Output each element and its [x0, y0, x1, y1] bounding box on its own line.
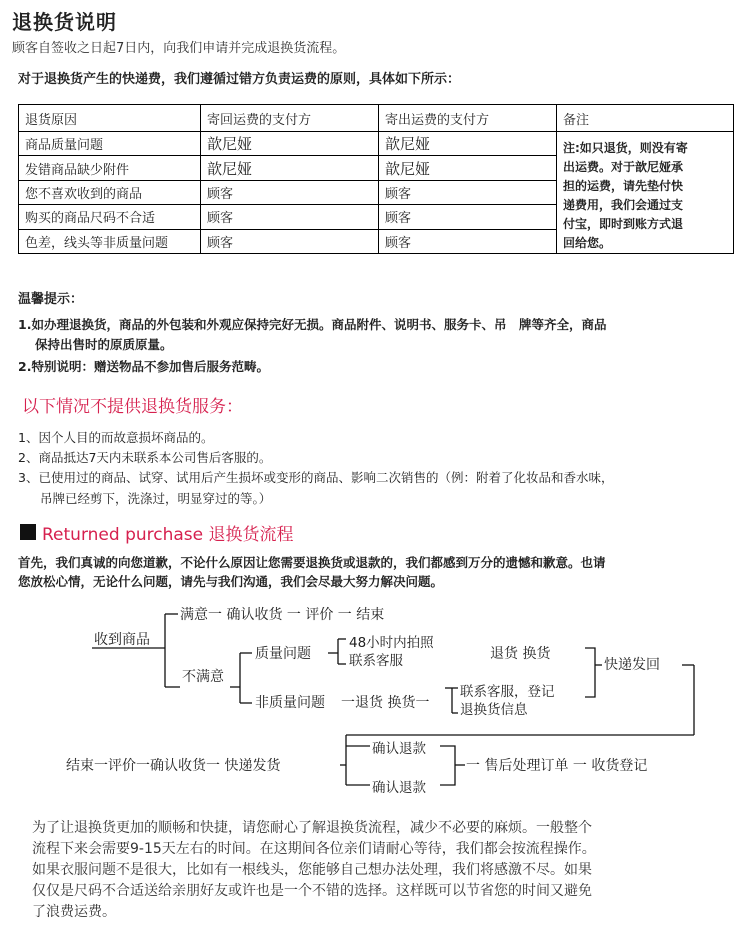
- no-service-heading: 以下情况不提供退换货服务：: [22, 397, 243, 417]
- flow-satisfied-path: 满意一 确认收货 一 评价 一 结束: [180, 607, 385, 623]
- table-cell: 色差，线头等非质量问题: [19, 229, 201, 253]
- note-line: 递费用，我们会通过支: [563, 198, 684, 212]
- table-cell: 歆尼娅: [379, 132, 557, 156]
- flow-node-return-exchange: 退货 换货: [490, 646, 551, 662]
- no-service-item: 3、已使用过的商品、试穿、试用后产生损坏或变形的商品、影响二次销售的（例：附着了化妆品和香水味，: [18, 470, 614, 485]
- table-cell: 顾客: [201, 229, 379, 253]
- table-cell: 您不喜欢收到的商品: [19, 180, 201, 204]
- flow-after-sales-path: 一 售后处理订单 一 收货登记: [466, 758, 648, 774]
- page-title: 退换货说明: [12, 10, 117, 34]
- subtitle: 顾客自签收之日起7日内，向我们申请并完成退换货流程。: [12, 41, 346, 56]
- no-service-item: 1、因个人目的而故意损坏商品的。: [18, 430, 214, 445]
- policy-intro: 对于退换货产生的快递费，我们遵循过错方负责运费的原则，具体如下所示：: [18, 72, 461, 87]
- table-cell: 顾客: [379, 229, 557, 253]
- table-cell: 顾客: [379, 180, 557, 204]
- table-cell: 商品质量问题: [19, 132, 201, 156]
- tips-heading: 温馨提示：: [18, 292, 84, 307]
- flow-node-quality: 质量问题: [255, 646, 311, 662]
- flow-node-unsatisfied: 不满意: [182, 669, 224, 685]
- flow-node-received: 收到商品: [94, 632, 150, 648]
- closing-line: 如果衣服问题不是很大，比如有一根线头，您能够自己想办法处理，我们将感激不尽。如果: [32, 862, 592, 878]
- flow-intro: 您放松心情，无论什么问题，请先与我们沟通，我们会尽最大努力解决问题。: [18, 574, 444, 589]
- flow-heading: Returned purchase 退换货流程: [42, 525, 294, 545]
- table-cell: 歆尼娅: [201, 156, 379, 180]
- table-header-cell: 退货原因: [19, 105, 201, 132]
- note-line: 出运费。对于歆尼娅承: [563, 160, 684, 174]
- note-line: 付宝，即时到账方式退: [563, 217, 684, 231]
- table-header-cell: 寄回运费的支付方: [201, 105, 379, 132]
- flow-node-non-quality: 非质量问题: [255, 695, 325, 711]
- closing-line: 了浪费运费。: [32, 904, 116, 920]
- tip-item: 1.如办理退换货，商品的外包装和外观应保持完好无损。商品附件、说明书、服务卡、吊 牌等齐全，商品: [18, 317, 607, 332]
- closing-line: 仅仅是尺码不合适送给亲朋好友或许也是一个不错的选择。这样既可以节省您的时间又避免: [32, 883, 592, 899]
- closing-line: 流程下来会需要9-15天左右的时间。在这期间各位亲们请耐心等待，我们都会按流程操作。: [32, 841, 596, 857]
- flow-node-contact-info: 退换货信息: [460, 702, 528, 718]
- no-service-item: 2、商品抵达7天内未联系本公司售后客服的。: [18, 450, 272, 465]
- table-cell: 顾客: [379, 205, 557, 229]
- flow-node-express-back: 快递发回: [604, 657, 660, 673]
- tip-item-continuation: 保持出售时的原质原量。: [35, 337, 173, 352]
- flow-node-48h-contact: 联系客服: [349, 653, 403, 669]
- note-line: 注:如只退货，则没有寄: [563, 141, 688, 155]
- table-cell: 购买的商品尺码不合适: [19, 205, 201, 229]
- table-cell: 歆尼娅: [379, 156, 557, 180]
- table-cell: 顾客: [201, 205, 379, 229]
- flow-intro: 首先，我们真诚的向您道歉，不论什么原因让您需要退换货或退款的，我们都感到万分的遗憾和歉意。也请: [18, 555, 606, 570]
- flow-end-path: 结束一评价一确认收货一 快递发货: [66, 758, 281, 774]
- tip-item: 2.特别说明：赠送物品不参加售后服务范畴。: [18, 359, 269, 374]
- table-cell: 歆尼娅: [201, 132, 379, 156]
- no-service-item-continuation: 吊牌已经剪下，洗涤过，明显穿过的等。）: [40, 491, 272, 506]
- flow-node-confirm-refund: 确认退款: [372, 780, 426, 796]
- table-cell: 顾客: [201, 180, 379, 204]
- flow-node-48h: 48小时内拍照: [349, 635, 434, 651]
- table-header-cell: 备注: [557, 105, 734, 132]
- flow-node-confirm-refund: 确认退款: [372, 741, 426, 757]
- table-cell: 发错商品缺少附件: [19, 156, 201, 180]
- note-line: 回给您。: [563, 236, 612, 250]
- flow-node-return-exchange-2: 一退货 换货一: [341, 695, 430, 711]
- closing-line: 为了让退换货更加的顺畅和快捷，请您耐心了解退换货流程，减少不必要的麻烦。一般整个: [32, 820, 592, 836]
- note-line: 担的运费，请先垫付快: [563, 179, 684, 193]
- flow-node-contact: 联系客服，登记: [460, 684, 555, 700]
- table-header-cell: 寄出运费的支付方: [379, 105, 557, 132]
